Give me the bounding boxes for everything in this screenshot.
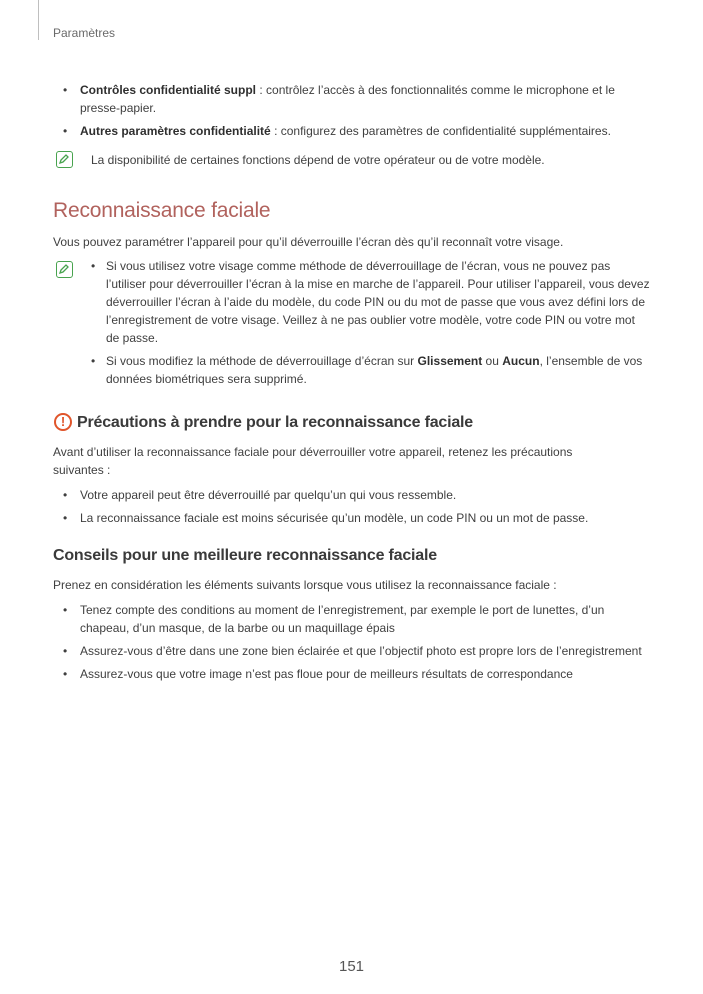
availability-note: La disponibilité de certaines fonctions dépend de votre opérateur ou de votre modèle. [91, 153, 545, 167]
note-icon [56, 261, 73, 278]
tips-list [53, 601, 653, 688]
list-item: • Votre appareil peut être déverrouillé par quelqu’un qui vous ressemble. [53, 486, 673, 504]
list-item: • Si vous modifiez la méthode de déverrouillage d’écran sur Glissement ou Aucun, l’ensemble de vos données biométriques sera supprimé. [88, 352, 651, 388]
precautions-title: Précautions à prendre pour la reconnaissance faciale [77, 414, 473, 431]
list-item: • Assurez-vous que votre image n’est pas floue pour de meilleurs résultats de correspondance [53, 665, 653, 683]
list-item: • Contrôles confidentialité suppl : contrôlez l’accès à des fonctionnalités comme le microphone et le presse-papier. [53, 81, 653, 117]
list-item: • Autres paramètres confidentialité : configurez des paramètres de confidentialité supplémentaires. [53, 122, 653, 140]
privacy-settings-list [53, 81, 653, 145]
list-item: • Tenez compte des conditions au moment de l’enregistrement, par exemple le port de lunettes, d’un chapeau, d’un masque, de la barbe ou un maquillage épais [53, 601, 653, 637]
list-item: • La reconnaissance faciale est moins sécurisée qu’un modèle, un code PIN ou un mot de passe. [53, 509, 673, 527]
section-intro: Vous pouvez paramétrer l’appareil pour qu’il déverrouille l’écran dès qu’il reconnaît votre visage. [53, 235, 564, 249]
list-item: • Assurez-vous d’être dans une zone bien éclairée et que l’objectif photo est propre lors de l’enregistrement [53, 642, 653, 660]
section-title: Reconnaissance faciale [53, 199, 271, 222]
facial-note-list [88, 257, 651, 393]
tips-intro: Prenez en considération les éléments suivants lorsque vous utilisez la reconnaissance faciale : [53, 578, 557, 592]
list-item: • Si vous utilisez votre visage comme méthode de déverrouillage de l’écran, vous ne pouvez pas l’utiliser pour déverrouiller l’écran à la mise en marche de l’appareil. Pour utiliser l’appareil, vous devez déverrouiller l’écran à l’aide du modèle, du code PIN ou du mot de passe que vous avez défini lors de l’enregistrement de votre visage. Veillez à ne pas oublier votre modèle, votre code PIN ou votre mot de passe. [88, 257, 651, 347]
tips-title: Conseils pour une meilleure reconnaissance faciale [53, 547, 437, 564]
warning-icon: ! [54, 413, 72, 431]
header-divider [38, 0, 39, 40]
header-section-title: Paramètres [53, 26, 116, 40]
note-icon [56, 151, 73, 168]
page-number: 151 [338, 958, 365, 975]
precautions-intro: Avant d’utiliser la reconnaissance faciale pour déverrouiller votre appareil, retenez les précautions suivantes : [53, 445, 573, 477]
precautions-list [53, 486, 673, 532]
